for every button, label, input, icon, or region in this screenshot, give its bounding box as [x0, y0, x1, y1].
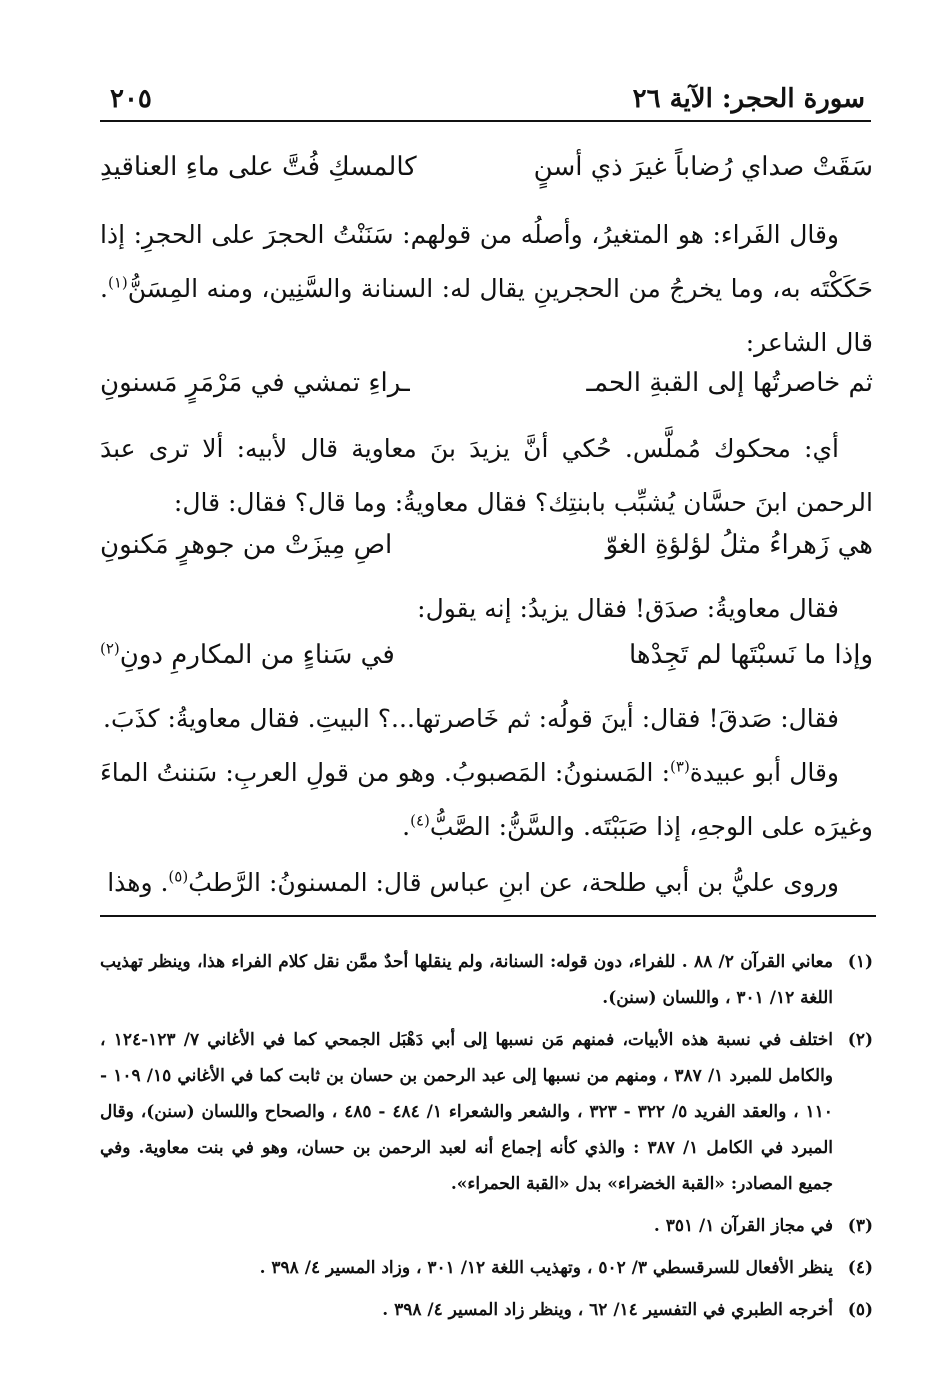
- footnote-marker: (٣): [670, 757, 690, 776]
- verse-second-hemistich: ـراءِ تمشي في مَرْمَرٍ مَسنونِ: [100, 368, 410, 398]
- poem-verse: [100, 640, 873, 690]
- paragraph: [100, 422, 873, 530]
- paragraph-text: وقال الفَراء: هو المتغيرُ، وأصلُه من قولهم: سَنَنْتُ الحجرَ على الحجرِ: إذا حَكَكْتَه به، وما يخرجُ من الحجرينِ يقال له: السنانة والسَّنِين، ومنه المِسَنُّ: [100, 220, 873, 303]
- footnote-text: في مجاز القرآن ١/ ٣٥١ .: [653, 1216, 833, 1236]
- paragraph-text: وروى عليُّ بن أبي طلحة، عن ابنِ عباس قال: المسنونُ: الرَّطبُ: [188, 868, 839, 897]
- footnote-number: (٤): [847, 1258, 873, 1278]
- paragraph-text: وقال أبو عبيدة: [689, 758, 839, 787]
- paragraph-text: أي: محكوك مُملَّس. حُكي أنَّ يزيدَ بنَ معاوية قال لأبيه: ألا ترى عبدَ الرحمن ابنَ حسَّان يُشبِّب بابنتِك؟ فقال معاويةُ: وما قال؟ فقال: قال:: [100, 434, 873, 517]
- footnote: [100, 1292, 873, 1328]
- paragraph: [100, 692, 873, 746]
- footnote-marker: (١): [107, 273, 128, 292]
- paragraph: [100, 208, 873, 370]
- page-number: ٢٠٥: [110, 84, 152, 114]
- verse-first-hemistich: سَقَتْ صداي رُضاباً غيرَ ذي أسنٍ: [533, 152, 873, 182]
- footnote-separator: [100, 915, 876, 917]
- footnote: [100, 944, 873, 1016]
- paragraph-text: فقال معاويةُ: صدَق! فقال يزيدُ: إنه يقول:: [417, 594, 839, 623]
- verse-text: في سَناءٍ من المكارمِ دونِ: [119, 640, 395, 670]
- paragraph: [100, 856, 873, 910]
- footnote-marker: (٤): [410, 811, 430, 830]
- verse-first-hemistich: وإذا ما نَسبْتَها لم تَجِدْها: [628, 640, 873, 670]
- poem-verse: [100, 152, 873, 202]
- footnotes: [100, 944, 873, 1334]
- verse-second-hemistich: كالمسكِ فُتَّ على ماءِ العناقيدِ: [100, 152, 417, 182]
- verse-second-hemistich: اصِ مِيزَتْ من جوهرٍ مَكنونِ: [100, 530, 393, 560]
- paragraph-text: : المَسنونُ: المَصبوبُ. وهو من قولِ العربِ: سَننتُ الماءَ وغيرَه على الوجهِ، إذا صَبَبْتَه. والسَّنُّ: الصَّبُّ: [100, 758, 873, 841]
- footnote-text: أخرجه الطبري في التفسير ١٤/ ٦٢ ، وينظر زاد المسير ٤/ ٣٩٨ .: [382, 1300, 833, 1320]
- footnote-number: (٥): [847, 1300, 873, 1320]
- paragraph: [100, 582, 873, 636]
- footnote-marker: (٢): [100, 639, 120, 658]
- running-title: سورة الحجر: الآية ٢٦: [632, 84, 865, 114]
- footnote: [100, 1250, 873, 1286]
- footnote-text: اختلف في نسبة هذه الأبيات، فمنهم مَن نسبها إلى أبي دَهْبَل الجمحي كما في الأغاني ٧/ ١٢٣-١٢٤ ، والكامل للمبرد ١/ ٣٨٧ ، ومنهم من نسبها إلى عبد الرحمن بن حسان بن ثابت كما في الأغاني ١٥/ ١٠٩ - ١١٠ ، والعقد الفريد ٥/ ٣٢٢ - ٣٢٣ ، والشعر والشعراء ١/ ٤٨٤ - ٤٨٥ ، والصحاح واللسان (سنن)، وقال المبرد في الكامل ١/ ٣٨٧ : والذي كأنه إجماع أنه لعبد الرحمن بن حسان، وهو في بنت معاوية. وفي جميع المصادر: «القبة الخضراء» بدل «القبة الحمراء».: [100, 1030, 833, 1194]
- footnote-number: (١): [847, 952, 873, 972]
- paragraph-text: . قال الشاعر:: [100, 274, 873, 357]
- footnote-number: (٣): [847, 1216, 873, 1236]
- verse-first-hemistich: هي زَهراءُ مثلُ لؤلؤةِ الغوّ: [605, 530, 873, 560]
- footnote-text: ينظر الأفعال للسرقسطي ٣/ ٥٠٢ ، وتهذيب اللغة ١٢/ ٣٠١ ، وزاد المسير ٤/ ٣٩٨ .: [259, 1258, 833, 1278]
- footnote-text: معاني القرآن ٢/ ٨٨ . للفراء، دون قوله: السنانة، ولم ينقلها أحدٌ ممَّن نقل كلام الفراء هذا، وينظر تهذيب اللغة ١٢/ ٣٠١ ، واللسان (سنن).: [100, 952, 833, 1008]
- poem-verse: [100, 530, 873, 580]
- verse-second-hemistich: [100, 640, 395, 670]
- paragraph-text: . وهذا: [107, 868, 169, 897]
- footnote-marker: (٥): [168, 867, 189, 886]
- paragraph-text: فقال: صَدقَ! فقال: أينَ قولُه: ثم خَاصرتها...؟ البيتِ. فقال معاويةُ: كذَبَ.: [103, 704, 839, 733]
- paragraph: [100, 746, 873, 854]
- footnote-number: (٢): [847, 1030, 873, 1050]
- verse-first-hemistich: ثم خاصرتُها إلى القبةِ الحمـ: [586, 368, 873, 398]
- poem-verse: [100, 368, 873, 418]
- footnote: [100, 1022, 873, 1202]
- paragraph-text: .: [402, 812, 411, 841]
- footnote: [100, 1208, 873, 1244]
- running-header: [100, 78, 871, 122]
